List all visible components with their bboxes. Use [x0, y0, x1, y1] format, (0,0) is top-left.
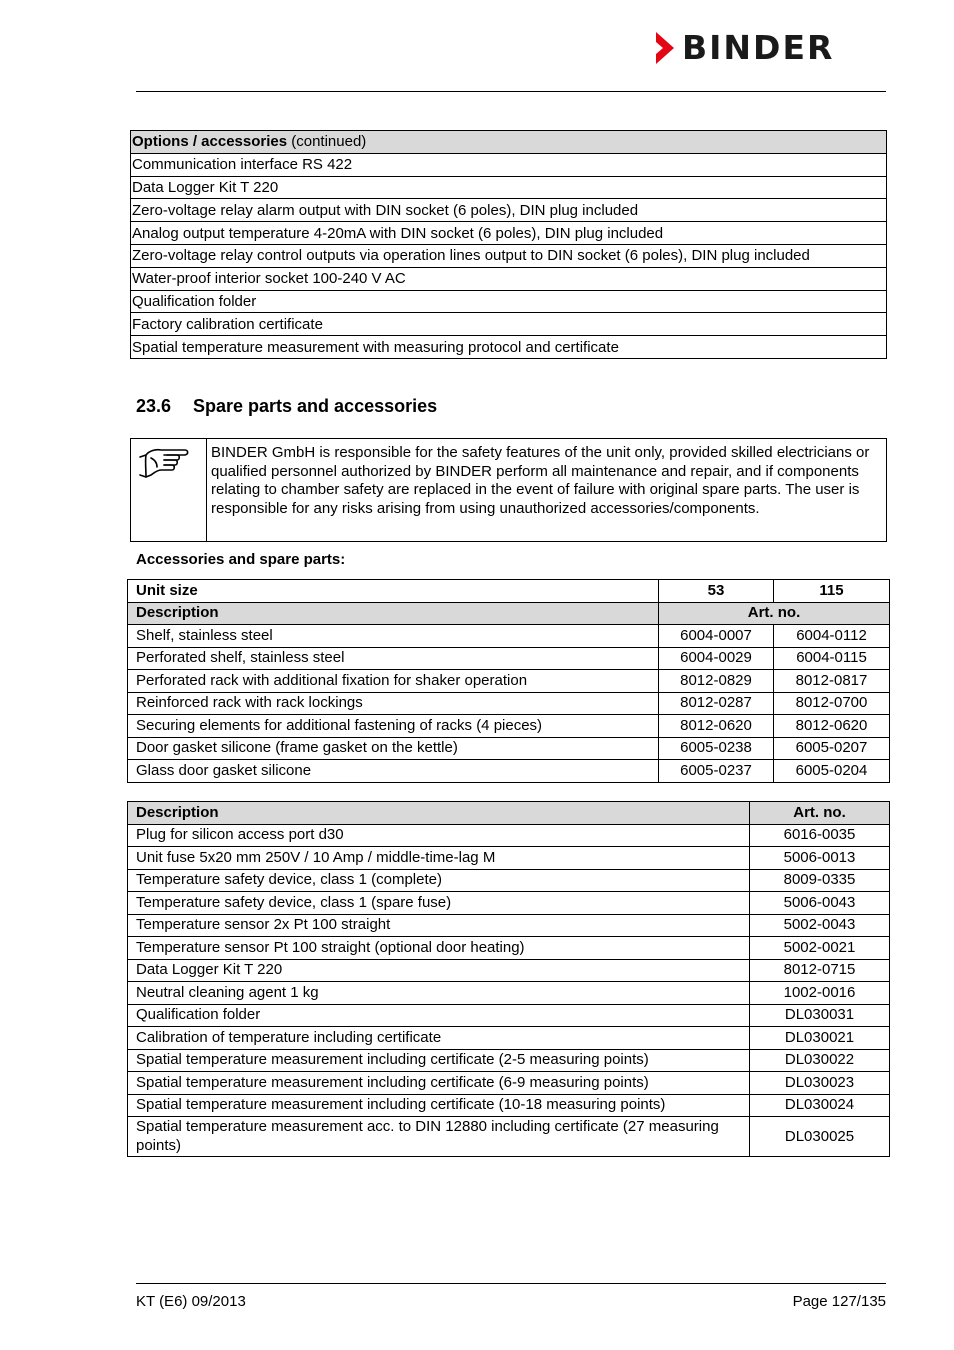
table-row — [128, 914, 890, 937]
part-description: Temperature safety device, class 1 (spare fuse) — [128, 892, 750, 915]
options-header-continued: (continued) — [287, 133, 367, 151]
artno-header: Art. no. — [659, 602, 890, 625]
parts-table-general — [127, 801, 890, 1157]
part-description: Reinforced rack with rack lockings — [128, 692, 659, 715]
art-no: DL030024 — [750, 1094, 890, 1117]
option-item: Factory calibration certificate — [131, 313, 887, 336]
part-description: Qualification folder — [128, 1004, 750, 1027]
section-title: Spare parts and accessories — [193, 396, 438, 416]
option-item: Qualification folder — [131, 290, 887, 313]
section-heading — [136, 396, 437, 417]
part-description: Glass door gasket silicone — [128, 760, 659, 783]
options-table-row — [131, 199, 887, 222]
table-row — [128, 1027, 890, 1050]
art-no-53: 6004-0029 — [659, 647, 774, 670]
options-header-bold: Options / accessories — [132, 133, 288, 151]
table-row — [128, 1117, 890, 1157]
parts-table2-header — [128, 802, 890, 825]
table-row — [128, 647, 890, 670]
options-table-row — [131, 244, 887, 267]
art-no: DL030023 — [750, 1072, 890, 1095]
page-number: Page 127/135 — [792, 1293, 886, 1310]
option-item: Zero-voltage relay control outputs via operation lines output to DIN socket (6 poles), DIN plug included — [131, 244, 887, 267]
art-no: DL030025 — [750, 1117, 890, 1157]
options-table-header — [131, 131, 887, 154]
art-no-115: 8012-0700 — [774, 692, 890, 715]
unit-size-115: 115 — [774, 580, 890, 603]
binder-logo — [654, 30, 834, 66]
safety-note — [130, 438, 887, 542]
art-no-115: 6004-0112 — [774, 625, 890, 648]
part-description: Securing elements for additional fastening of racks (4 pieces) — [128, 715, 659, 738]
table-row — [128, 760, 890, 783]
options-table-row — [131, 290, 887, 313]
part-description: Spatial temperature measurement including certificate (2-5 measuring points) — [128, 1049, 750, 1072]
parts-table-header — [128, 602, 890, 625]
art-no-53: 6004-0007 — [659, 625, 774, 648]
art-no: 8009-0335 — [750, 869, 890, 892]
table-row — [128, 982, 890, 1005]
table-row — [128, 737, 890, 760]
unit-size-label: Unit size — [128, 580, 659, 603]
art-no-115: 6005-0207 — [774, 737, 890, 760]
note-text: BINDER GmbH is responsible for the safety features of the unit only, provided skilled electricians or qualified personnel authorized by BINDER perform all maintenance and repair, and if components relating to chamber safety are replaced in the event of failure with original spare parts. The user is responsible for any risks arising from using unauthorized accessories/components. — [211, 444, 870, 517]
table-row — [128, 847, 890, 870]
binder-logo-mark-icon — [654, 30, 676, 66]
description-header: Description — [128, 802, 750, 825]
art-no-115: 6005-0204 — [774, 760, 890, 783]
pointing-hand-icon — [137, 445, 191, 485]
option-item: Water-proof interior socket 100-240 V AC — [131, 267, 887, 290]
options-table-row — [131, 222, 887, 245]
option-item: Data Logger Kit T 220 — [131, 176, 887, 199]
option-item: Spatial temperature measurement with measuring protocol and certificate — [131, 336, 887, 359]
table-row — [128, 892, 890, 915]
part-description: Spatial temperature measurement including certificate (10-18 measuring points) — [128, 1094, 750, 1117]
header-divider — [136, 91, 886, 92]
table-row — [128, 670, 890, 693]
table-row — [128, 869, 890, 892]
options-table-row — [131, 336, 887, 359]
part-description: Temperature safety device, class 1 (complete) — [128, 869, 750, 892]
art-no: 5002-0021 — [750, 937, 890, 960]
art-no-115: 8012-0620 — [774, 715, 890, 738]
options-table-row — [131, 267, 887, 290]
art-no: 1002-0016 — [750, 982, 890, 1005]
part-description: Spatial temperature measurement including certificate (6-9 measuring points) — [128, 1072, 750, 1095]
part-description: Temperature sensor Pt 100 straight (optional door heating) — [128, 937, 750, 960]
table-row — [128, 824, 890, 847]
art-no-53: 6005-0238 — [659, 737, 774, 760]
art-no: 5006-0013 — [750, 847, 890, 870]
art-no: 5002-0043 — [750, 914, 890, 937]
part-description: Door gasket silicone (frame gasket on the kettle) — [128, 737, 659, 760]
part-description: Data Logger Kit T 220 — [128, 959, 750, 982]
art-no-115: 8012-0817 — [774, 670, 890, 693]
document-id: KT (E6) 09/2013 — [136, 1293, 246, 1310]
art-no-115: 6004-0115 — [774, 647, 890, 670]
table-row — [128, 1049, 890, 1072]
part-description: Spatial temperature measurement acc. to DIN 12880 including certificate (27 measuring points) — [128, 1117, 750, 1157]
table-row — [128, 715, 890, 738]
option-item: Communication interface RS 422 — [131, 153, 887, 176]
art-no: DL030022 — [750, 1049, 890, 1072]
table-row — [128, 937, 890, 960]
options-table-row — [131, 176, 887, 199]
art-no: 8012-0715 — [750, 959, 890, 982]
art-no-53: 8012-0287 — [659, 692, 774, 715]
table-row — [128, 959, 890, 982]
parts-table-unit-size — [127, 579, 890, 783]
part-description: Calibration of temperature including certificate — [128, 1027, 750, 1050]
part-description: Plug for silicon access port d30 — [128, 824, 750, 847]
brand-name: BINDER — [682, 28, 835, 67]
art-no-53: 6005-0237 — [659, 760, 774, 783]
options-table-row — [131, 153, 887, 176]
art-no: 6016-0035 — [750, 824, 890, 847]
part-description: Shelf, stainless steel — [128, 625, 659, 648]
unit-size-53: 53 — [659, 580, 774, 603]
part-description: Temperature sensor 2x Pt 100 straight — [128, 914, 750, 937]
art-no-53: 8012-0829 — [659, 670, 774, 693]
option-item: Analog output temperature 4-20mA with DIN socket (6 poles), DIN plug included — [131, 222, 887, 245]
table-row — [128, 1004, 890, 1027]
part-description: Perforated rack with additional fixation for shaker operation — [128, 670, 659, 693]
description-header: Description — [128, 602, 659, 625]
art-no: DL030021 — [750, 1027, 890, 1050]
artno-header: Art. no. — [750, 802, 890, 825]
art-no: DL030031 — [750, 1004, 890, 1027]
option-item: Zero-voltage relay alarm output with DIN socket (6 poles), DIN plug included — [131, 199, 887, 222]
footer-divider — [136, 1283, 886, 1284]
options-table — [130, 130, 887, 359]
table-row — [128, 1094, 890, 1117]
table-row — [128, 1072, 890, 1095]
art-no-53: 8012-0620 — [659, 715, 774, 738]
table-row — [128, 692, 890, 715]
parts-table-unit-row — [128, 580, 890, 603]
part-description: Perforated shelf, stainless steel — [128, 647, 659, 670]
art-no: 5006-0043 — [750, 892, 890, 915]
part-description: Neutral cleaning agent 1 kg — [128, 982, 750, 1005]
table-row — [128, 625, 890, 648]
accessories-subheading: Accessories and spare parts: — [136, 551, 346, 568]
note-icon-cell — [131, 439, 207, 541]
section-number: 23.6 — [136, 396, 172, 416]
part-description: Unit fuse 5x20 mm 250V / 10 Amp / middle-time-lag M — [128, 847, 750, 870]
options-table-row — [131, 313, 887, 336]
